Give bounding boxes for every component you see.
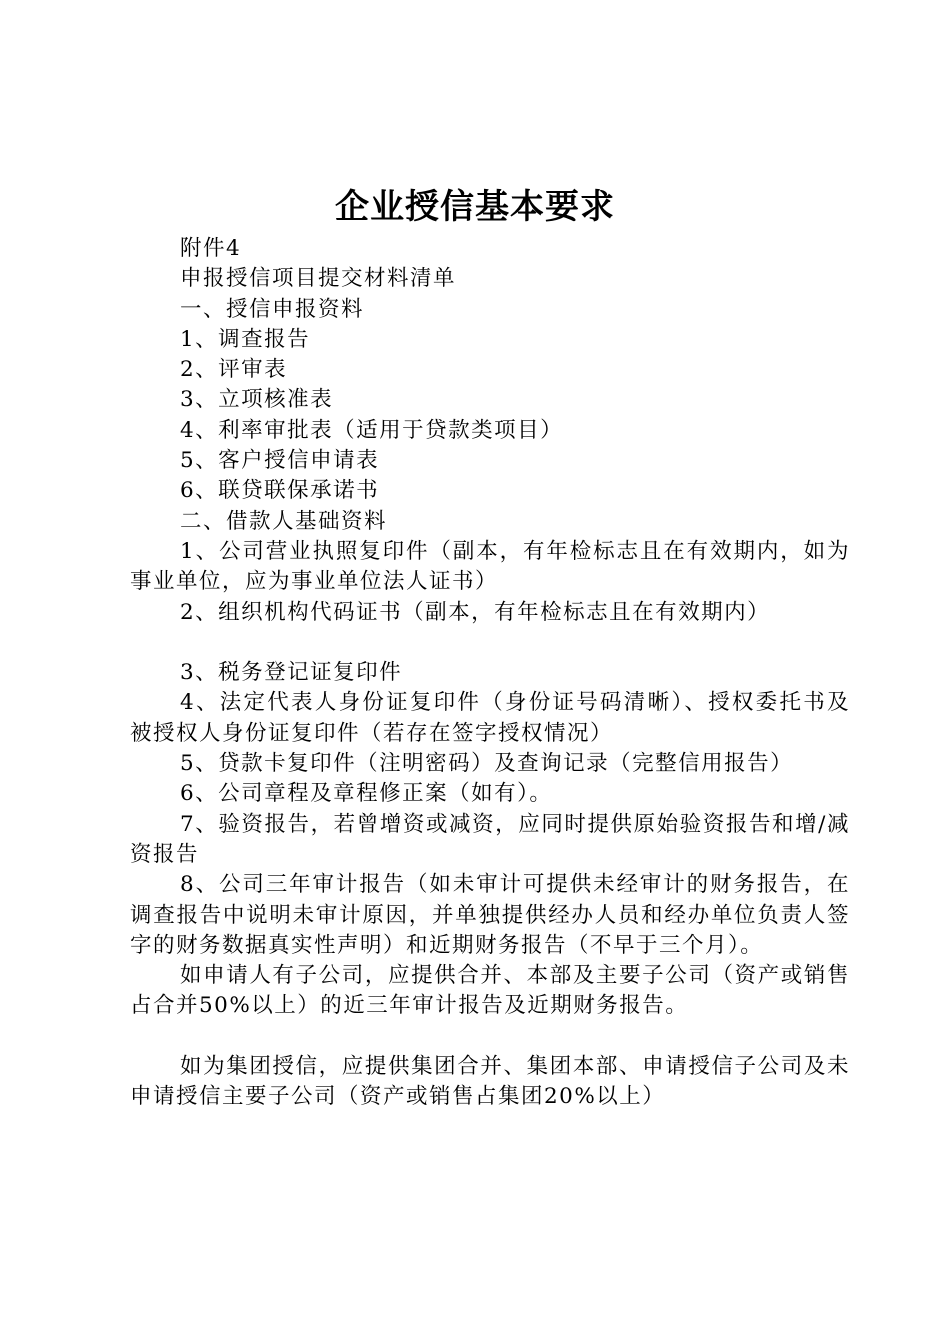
list-item: 5、贷款卡复印件（注明密码）及查询记录（完整信用报告） <box>180 751 794 777</box>
list-item: 2、评审表 <box>180 357 288 383</box>
blank-line <box>130 1022 850 1052</box>
list-item: 6、联贷联保承诺书 <box>180 478 380 504</box>
list-item: 3、立项核准表 <box>180 387 334 413</box>
section-heading-1: 一、授信申报资料 <box>180 296 365 322</box>
paragraph: 如申请人有子公司，应提供合并、本部及主要子公司（资产或销售占合并50%以上）的近三年审计报告及近期财务报告。 <box>130 963 850 1019</box>
list-item: 1、公司营业执照复印件（副本，有年检标志且在有效期内，如为事业单位，应为事业单位法人证书） <box>130 538 850 595</box>
document-title: 企业授信基本要求 <box>335 187 615 227</box>
paragraph: 如为集团授信，应提供集团合并、集团本部、申请授信子公司及未申请授信主要子公司（资产或销售占集团20%以上） <box>130 1054 850 1110</box>
list-item: 7、验资报告，若曾增资或减资，应同时提供原始验资报告和增/减资报告 <box>130 811 850 867</box>
list-item: 2、组织机构代码证书（副本，有年检标志且在有效期内） <box>180 599 771 625</box>
list-item: 4、利率审批表（适用于贷款类项目） <box>180 417 564 443</box>
paragraph-list-title: 申报授信项目提交材料清单 <box>180 266 457 292</box>
list-item: 6、公司章程及章程修正案（如有）。 <box>180 781 553 807</box>
paragraph-attachment: 附件4 <box>180 236 242 261</box>
document-body <box>130 234 850 1113</box>
blank-line <box>130 628 850 658</box>
section-heading-2: 二、借款人基础资料 <box>180 508 388 534</box>
list-item: 5、客户授信申请表 <box>180 448 380 474</box>
list-item: 8、公司三年审计报告（如未审计可提供未经审计的财务报告，在调查报告中说明未审计原因，并单独提供经办人员和经办单位负责人签字的财务数据真实性声明）和近期财务报告（不早于三个月）。 <box>130 872 850 958</box>
list-item: 1、调查报告 <box>180 326 311 352</box>
list-item: 4、法定代表人身份证复印件（身份证号码清晰）、授权委托书及被授权人身份证复印件（若存在签字授权情况） <box>130 690 850 746</box>
list-item: 3、税务登记证复印件 <box>180 660 403 686</box>
